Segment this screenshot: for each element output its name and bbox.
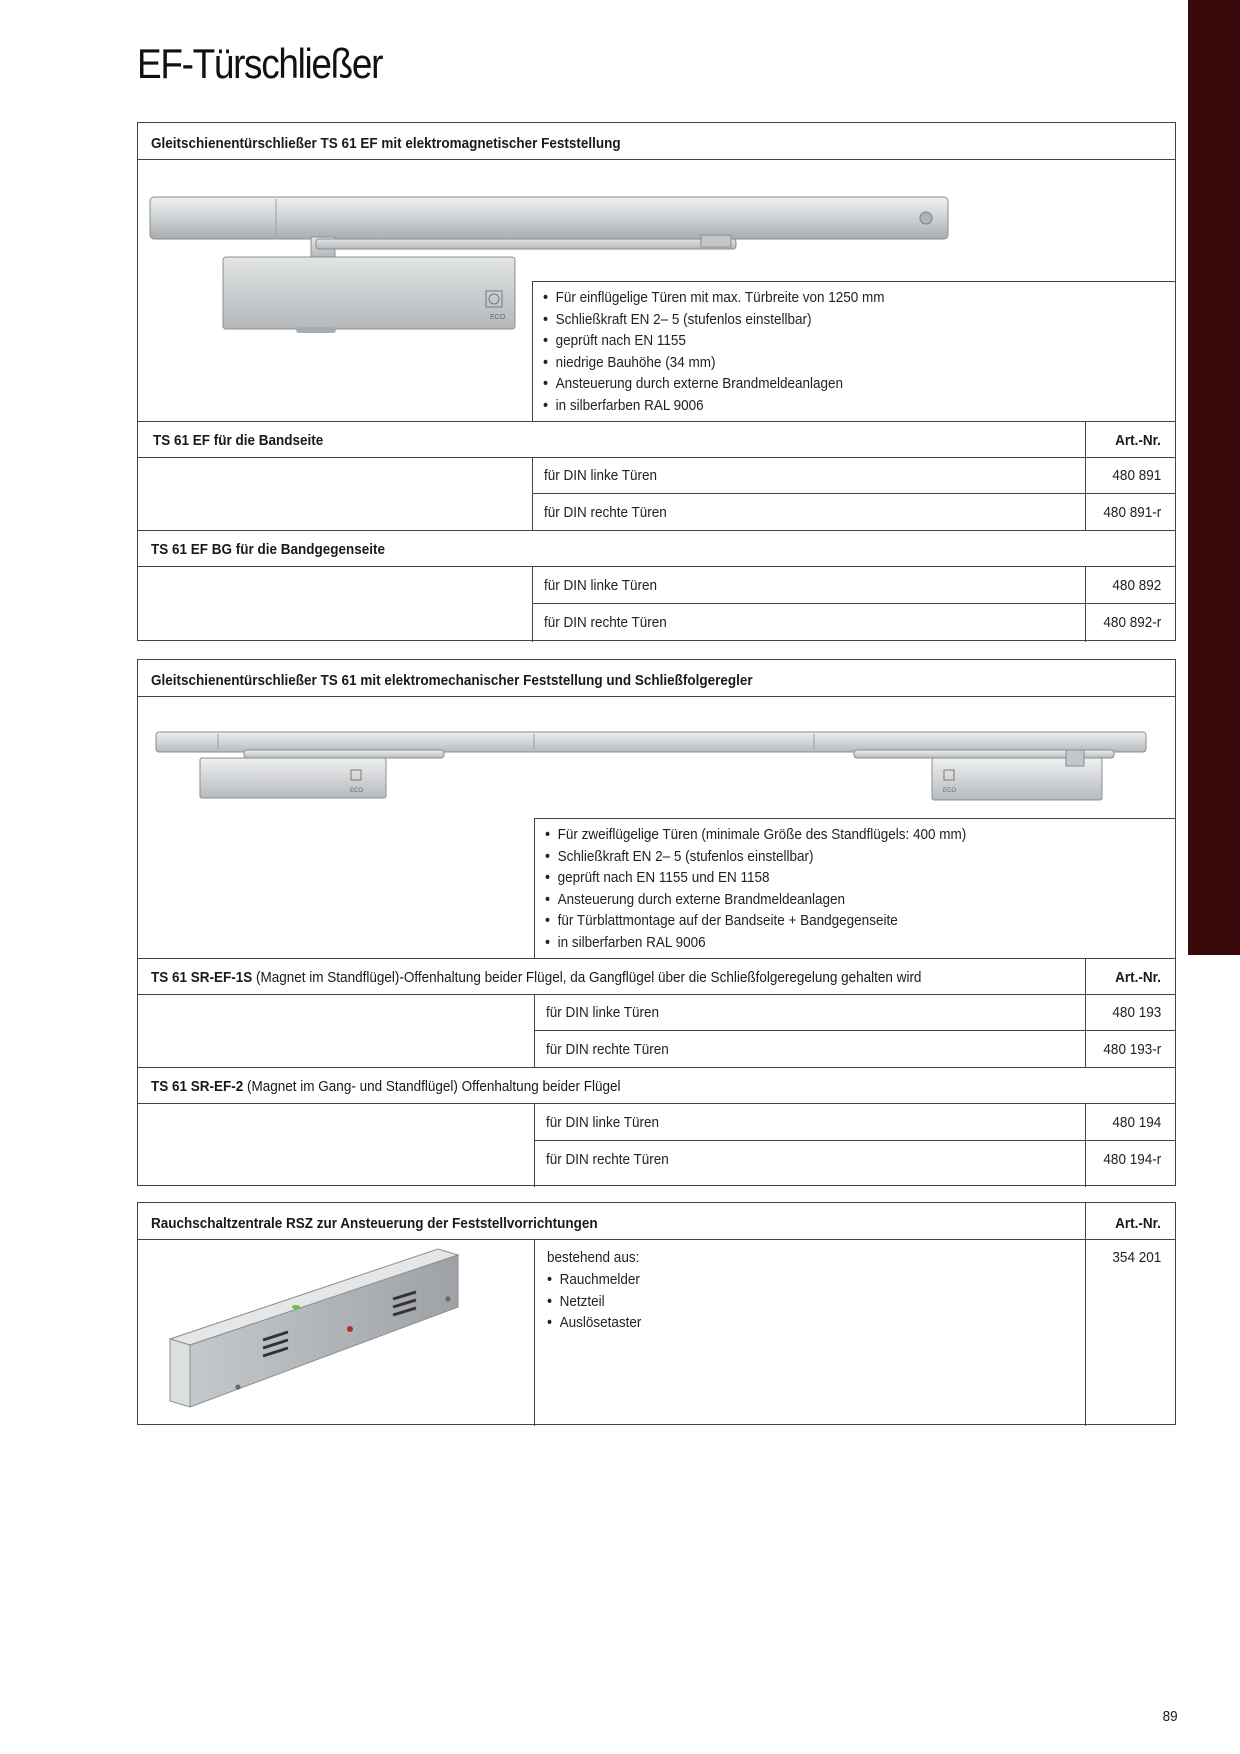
art-nr-header: Art.-Nr. <box>1115 969 1161 986</box>
section-header: Gleitschienentürschließer TS 61 EF mit elektromagnetischer Feststellung <box>151 135 621 152</box>
variant-title: TS 61 EF für die Bandseite <box>153 432 324 449</box>
product-block-rsz <box>137 1202 1176 1425</box>
product-block-ts61-sr-ef <box>137 659 1176 1186</box>
art-nr: 480 194 <box>1112 1114 1161 1131</box>
variant-title: TS 61 SR-EF-2 (Magnet im Gang- und Standflügel) Offenhaltung beider Flügel <box>151 1078 621 1095</box>
eco-label: ECO <box>943 788 957 794</box>
variant-title: TS 61 SR-EF-1S (Magnet im Standflügel)-Offenhaltung beider Flügel, da Gangflügel über die Schließfolgeregelung gehalten wird <box>151 969 922 986</box>
section-header: Rauchschaltzentrale RSZ zur Ansteuerung der Feststellvorrichtungen <box>151 1215 598 1232</box>
table-row-label: für DIN linke Türen <box>546 1004 660 1021</box>
art-nr: 480 892-r <box>1103 614 1161 631</box>
art-nr: 480 194-r <box>1103 1151 1161 1168</box>
section-header: Gleitschienentürschließer TS 61 mit elektromechanischer Feststellung und Schließfolgeregler <box>151 672 753 689</box>
product-block-ts61-ef <box>137 122 1176 641</box>
feature-list: • Für zweiflügelige Türen (minimale Größe des Standflügels: 400 mm) • Schließkraft EN 2– 5 (stufenlos einstellbar) • geprüft nach EN 1155 und EN 1158 • Ansteuerung durch externe Brandmeldeanlagen • für Türblattmontage auf der Bandseite + Bandgegenseite • in silberfarben RAL 9006 <box>545 824 966 953</box>
table-row-label: für DIN linke Türen <box>544 467 658 484</box>
page-number: 89 <box>1162 1708 1178 1725</box>
art-nr: 480 193 <box>1112 1004 1161 1021</box>
table-row-label: für DIN rechte Türen <box>544 504 667 521</box>
table-row-label: für DIN linke Türen <box>546 1114 660 1131</box>
component-list: • Rauchmelder • Netzteil • Auslösetaster <box>547 1269 641 1334</box>
table-row-label: für DIN rechte Türen <box>546 1041 669 1058</box>
art-nr: 480 891 <box>1112 467 1161 484</box>
eco-label: ECO <box>490 314 506 321</box>
table-row-label: für DIN rechte Türen <box>544 614 667 631</box>
art-nr: 480 892 <box>1112 577 1161 594</box>
smoke-control-unit-image <box>168 1247 488 1417</box>
chapter-tab <box>1188 0 1240 955</box>
eco-label: ECO <box>350 788 364 794</box>
art-nr-header: Art.-Nr. <box>1115 432 1161 449</box>
page-title: EF-Türschließer <box>137 40 383 87</box>
table-row-label: für DIN rechte Türen <box>546 1151 669 1168</box>
table-row-label: für DIN linke Türen <box>544 577 658 594</box>
art-nr-header: Art.-Nr. <box>1115 1215 1161 1232</box>
feature-list: • Für einflügelige Türen mit max. Türbreite von 1250 mm • Schließkraft EN 2– 5 (stufenlos einstellbar) • geprüft nach EN 1155 • niedrige Bauhöhe (34 mm) • Ansteuerung durch externe Brandmeldeanlagen • in silberfarben RAL 9006 <box>543 287 885 416</box>
art-nr: 480 891-r <box>1103 504 1161 521</box>
art-nr: 354 201 <box>1112 1249 1161 1266</box>
art-nr: 480 193-r <box>1103 1041 1161 1058</box>
variant-title: TS 61 EF BG für die Bandgegenseite <box>151 541 386 558</box>
components-intro: bestehend aus: <box>547 1249 640 1266</box>
